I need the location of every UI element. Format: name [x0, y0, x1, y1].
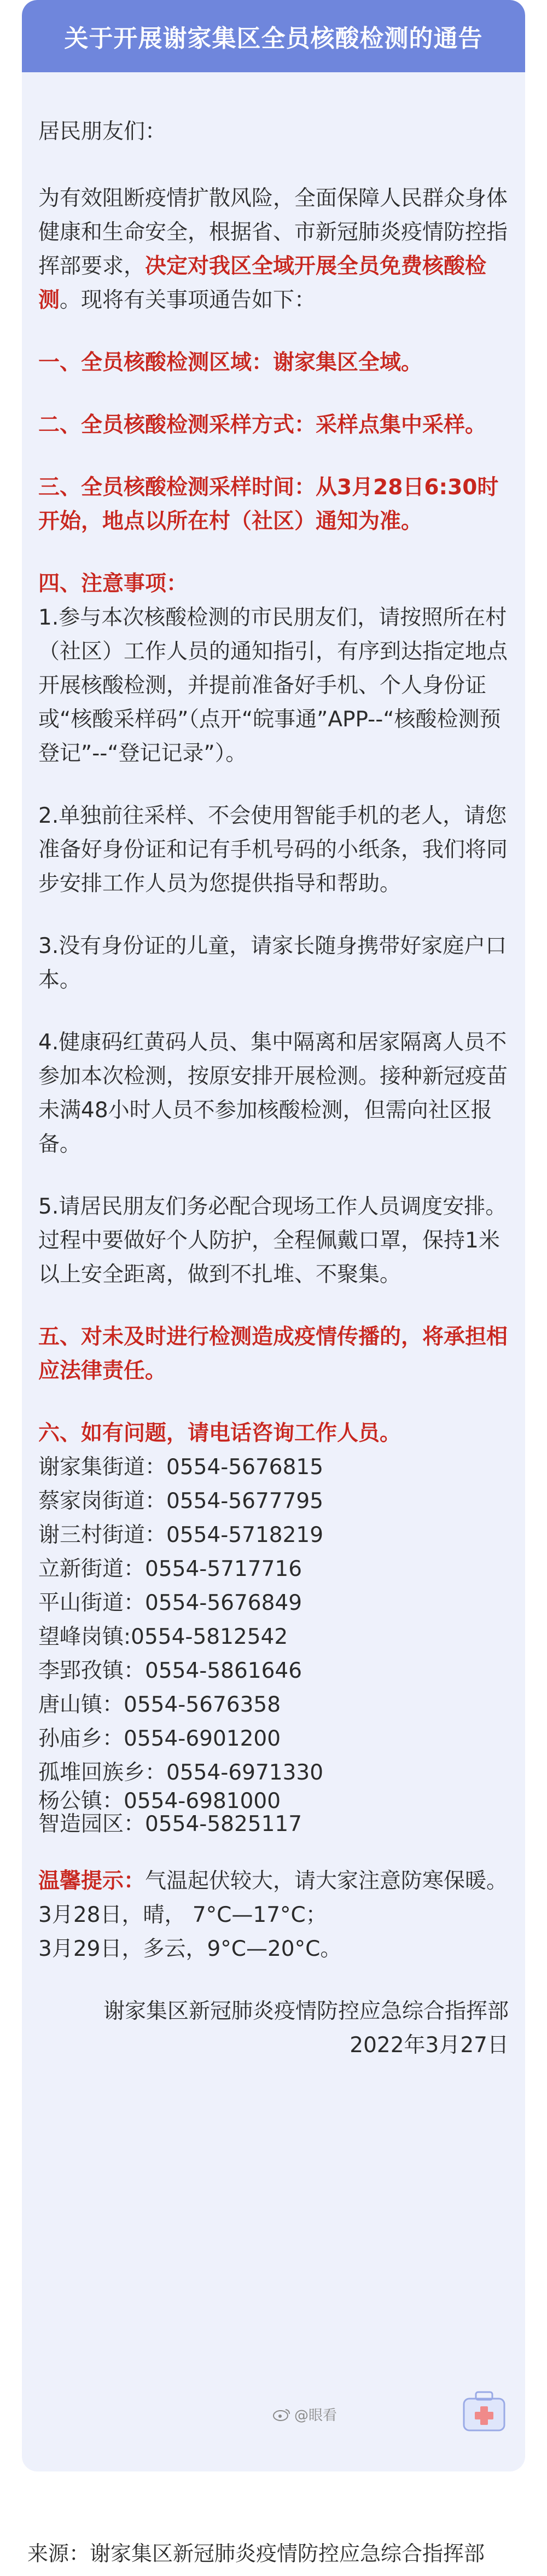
intro-text: 为有效阻断疫情扩散风险，全面保障人民群众身体健康和生命安全，根据省、市新冠肺炎疫情防控指挥部要求， [38, 186, 508, 279]
intro-tail: 。现将有关事项通告如下： [60, 288, 316, 313]
phone-list [38, 1451, 509, 1836]
phone-line: 孙庙乡：0554-6901200 [38, 1726, 281, 1751]
medical-kit-icon [459, 2387, 509, 2436]
notice-body [38, 115, 509, 2066]
tip-label: 温馨提示： [38, 1869, 146, 1893]
source-line: 来源：谢家集区新冠肺炎疫情防控应急综合指挥部 [27, 2542, 485, 2566]
weibo-icon [272, 2407, 291, 2422]
intro-paragraph [38, 182, 509, 317]
watermark-text: @眼看 [294, 2407, 337, 2424]
phone-line: 立新街道：0554-5717716 [38, 1557, 302, 1581]
greeting: 居民朋友们： [38, 119, 167, 144]
section-1: 一、全员核酸检测区域：谢家集区全域。 [38, 350, 423, 375]
phone-line: 孤堆回族乡：0554-6971330 [38, 1760, 324, 1785]
signoff-block [38, 1995, 509, 2066]
phone-line: 蔡家岗街道：0554-5677795 [38, 1489, 324, 1514]
note-5: 5.请居民朋友们务必配合现场工作人员调度安排。过程中要做好个人防护，全程佩戴口罩，保持1米以上安全距离，做到不扎堆、不聚集。 [38, 1194, 507, 1287]
phone-line: 谢家集街道：0554-5676815 [38, 1455, 324, 1480]
section-4-title: 四、注意事项： [38, 571, 188, 596]
note-4: 4.健康码红黄码人员、集中隔离和居家隔离人员不参加本次检测，按原安排开展检测。接种新冠疫苗未满48小时人员不参加核酸检测，但需向社区报备。 [38, 1030, 508, 1157]
phone-line: 杨公镇：0554-6981000 [38, 1789, 281, 1813]
section-2: 二、全员核酸检测采样方式：采样点集中采样。 [38, 413, 487, 437]
intro-highlight: 决定对我区全域开展全员免费核酸检测 [38, 254, 487, 313]
note-3: 3.没有身份证的儿童，请家长随身携带好家庭户口本。 [38, 934, 507, 992]
tip-text: 气温起伏较大，请大家注意防寒保暖。 [145, 1869, 508, 1893]
section-3: 三、全员核酸检测采样时间：从3月28日6:30时开始，地点以所在村（社区）通知为准。 [38, 475, 499, 534]
tip-paragraph [38, 1864, 509, 1898]
notice-header [22, 0, 525, 72]
weather-day-2: 3月29日，多云，9°C—20°C。 [38, 1937, 342, 1961]
notice-card [22, 0, 525, 2471]
signoff-org: 谢家集区新冠肺炎疫情防控应急综合指挥部 [103, 1999, 509, 2024]
note-2: 2.单独前往采样、不会使用智能手机的老人，请您准备好身份证和记有手机号码的小纸条，我们将同步安排工作人员为您提供指导和帮助。 [38, 804, 508, 896]
phone-line: 望峰岗镇:0554-5812542 [38, 1625, 288, 1649]
notice-title: 关于开展谢家集区全员核酸检测的通告 [64, 25, 483, 53]
phone-line: 唐山镇：0554-5676358 [38, 1693, 281, 1717]
watermark [272, 2404, 337, 2424]
phone-line: 谢三村街道：0554-5718219 [38, 1523, 324, 1547]
phone-line: 李郢孜镇：0554-5861646 [38, 1659, 302, 1683]
signoff [103, 1995, 509, 2063]
note-1: 1.参与本次核酸检测的市民朋友们，请按照所在村（社区）工作人员的通知指引，有序到达指定地点开展核酸检测，并提前准备好手机、个人身份证或“核酸采样码”（点开“皖事通”APP--“核酸检测预登记”--“登记记录”）。 [38, 605, 508, 766]
section-5: 五、对未及时进行检测造成疫情传播的，将承担相应法律责任。 [38, 1325, 508, 1383]
weather-day-1: 3月28日，晴， 7°C—17°C； [38, 1903, 327, 1927]
signoff-date: 2022年3月27日 [350, 2033, 509, 2058]
phone-line: 平山街道：0554-5676849 [38, 1591, 302, 1615]
phone-line: 智造园区：0554-5825117 [38, 1812, 302, 1836]
section-6-title: 六、如有问题，请电话咨询工作人员。 [38, 1421, 401, 1446]
